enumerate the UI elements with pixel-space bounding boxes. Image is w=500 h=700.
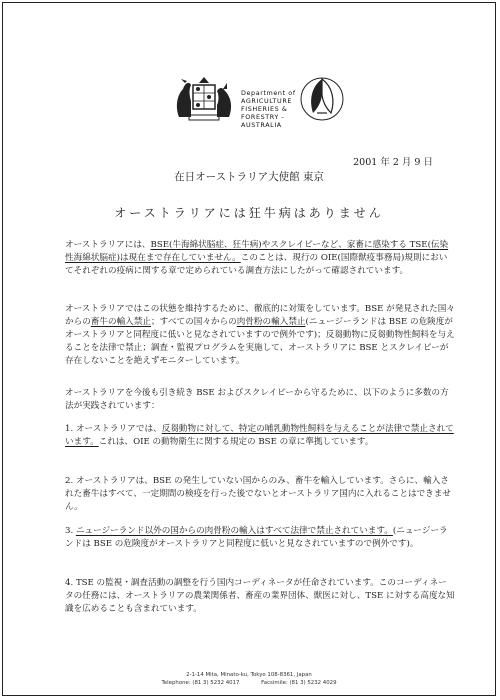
footer-address: 2-1-14 Mita, Minato-ku, Tokyo 108-8361, Japan [186,672,312,678]
list-item: 3. ニュージーランド以外の国からの肉骨粉の輸入はすべて法律で禁止されています。(ニュージーランドは BSE の危険度がオーストラリアと同程度に低いと見なされていますので例外です)。 [65,526,448,549]
letter-date: 2001 年 2 月 9 日 [353,157,433,168]
list-item: 4. TSE の監視・調査活動の調整を行う国内コーディネータが任命されています。このコーディネータの任務には、オーストラリアの農業関係者、畜産の業界団体、獣医に対し、TSE に対する高度な知識を広めることも含まれています。 [65,578,455,614]
paragraph-intro: オーストラリアには、BSE(牛海綿状脳症、狂牛病)やスクレイピーなど、家畜に感染する TSE(伝染性海綿状脳症)は現在まで存在していません。このことは、現行の OIE(国際獣疫事務局)規則においてそれぞれの疫病に関する章で定められている調査方法にしたがって確認されています。 [65,240,449,276]
document-page [2,2,496,696]
department-name: Department of AGRICULTURE FISHERIES & FORESTRY - AUSTRALIA [241,89,296,129]
embassy-name: 在日オーストラリア大使館 東京 [174,171,324,183]
australian-coat-of-arms-icon [171,73,237,125]
paragraph-measures: オーストラリアではこの状態を維持するために、徹底的に対策をしています。BSE が発見された国々からの畜牛の輸入禁止；すべての国々からの肉骨粉の輸入禁止(ニュージーランドは BSE の危険度がオーストラリアと同程度に低いと見なされていますので例外です)；反芻動物に反芻動物性飼料を与えることを法律で禁止；調査・監視プログラムを実施して、オーストラリアに BSE とスクレイピーが存在しないことを絶えずモニターしています。 [65,304,455,366]
footer-telephone: Telephone: (81 3) 5232 4017 [161,680,240,686]
list-item: 2. オーストラリアは、BSE の発生していない国からのみ、畜牛を輸入しています。さらに、輸入された畜牛はすべて、一定期間の検疫を行った後でないとオーストラリア国内に入れることはできません。 [65,476,451,512]
paragraph-methods-intro: オーストラリアを今後も引き続き BSE およびスクレイピーから守るために、以下のように多数の方法が実践されています： [65,388,449,411]
letter-footer [3,671,495,687]
page-title: オーストラリアには狂牛病はありません [114,206,384,220]
footer-facsimile: Facsimile: (81 3) 5232 4029 [261,680,337,686]
list-item: 1. オーストラリアでは、反芻動物に対して、特定の哺乳動物性飼料を与えることが法律で禁止されています。これは、OIE の動物衛生に関する規定の BSE の章に準拠しています。 [65,424,454,447]
department-logo-icon [299,69,345,129]
